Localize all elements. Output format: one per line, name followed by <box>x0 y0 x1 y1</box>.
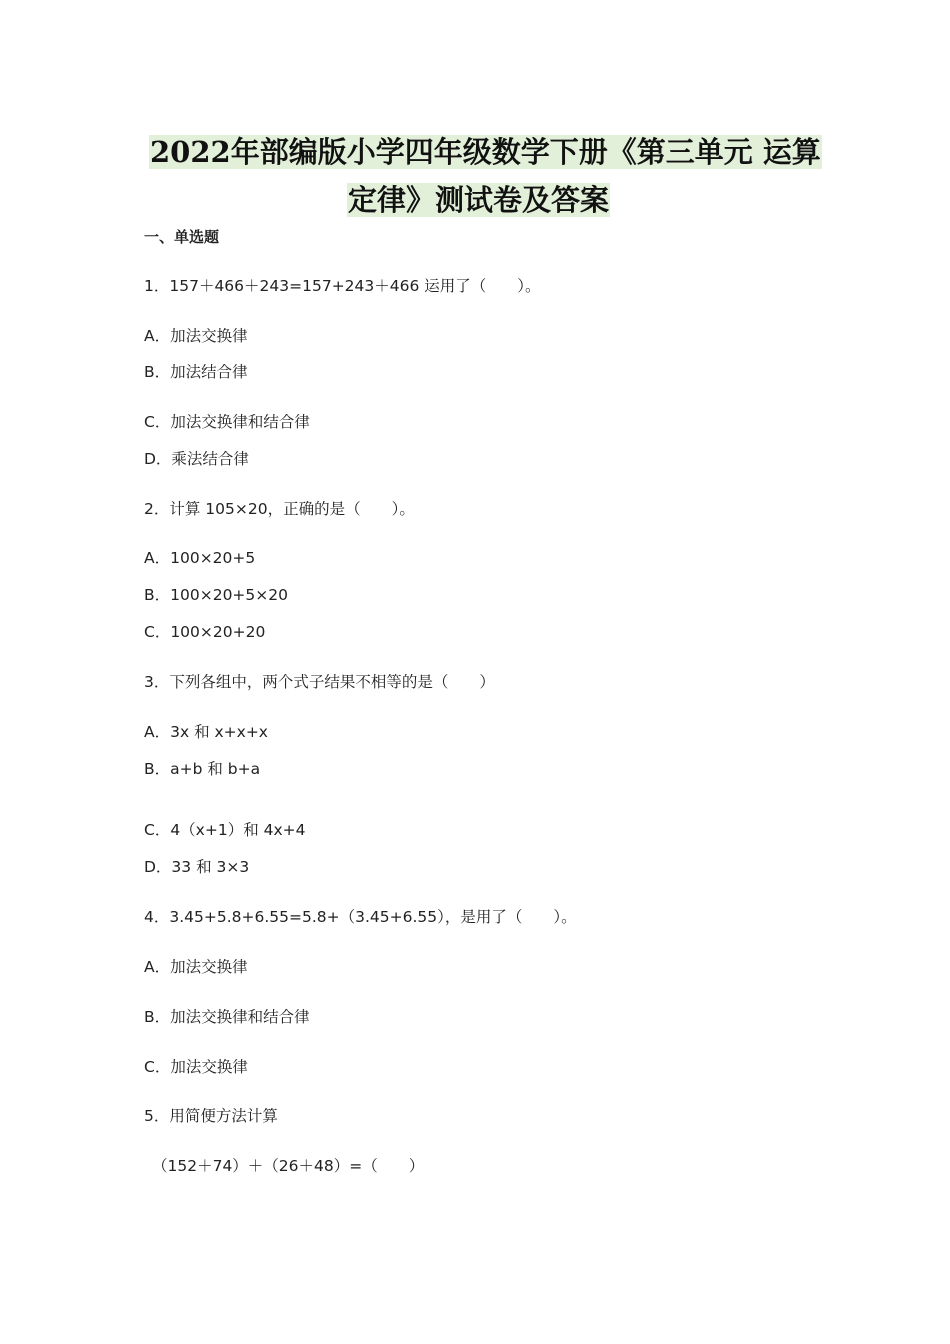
title-text-1: 2022年部编版小学四年级数学下册《第三单元 运算 <box>150 135 821 169</box>
q2-option-c: C．100×20+20 <box>144 623 266 641</box>
document-title-line-1 <box>149 133 822 171</box>
q4-option-c: C．加法交换律 <box>144 1058 248 1076</box>
q3-option-a: A．3x 和 x+x+x <box>144 723 268 741</box>
q1-option-c: C．加法交换律和结合律 <box>144 413 310 431</box>
question-1: 1．157＋466＋243=157+243＋466 运用了（ ）。 <box>144 277 541 295</box>
section-heading: 一、单选题 <box>144 228 220 246</box>
q3-option-b: B．a+b 和 b+a <box>144 760 261 778</box>
question-4: 4．3.45+5.8+6.55=5.8+（3.45+6.55），是用了（ ）。 <box>144 908 577 926</box>
document-title-line-2 <box>347 181 610 219</box>
q2-option-b: B．100×20+5×20 <box>144 586 288 604</box>
q4-option-b: B．加法交换律和结合律 <box>144 1008 310 1026</box>
question-3: 3．下列各组中，两个式子结果不相等的是（ ） <box>144 673 495 691</box>
question-2: 2．计算 105×20，正确的是（ ）。 <box>144 500 415 518</box>
q1-option-d: D．乘法结合律 <box>144 450 249 468</box>
q5-expression: （152＋74）＋（26＋48）=（ ） <box>152 1157 425 1175</box>
question-5: 5．用简便方法计算 <box>144 1107 278 1125</box>
q4-option-a: A．加法交换律 <box>144 958 248 976</box>
q3-option-d: D．33 和 3×3 <box>144 858 250 876</box>
q1-option-a: A．加法交换律 <box>144 327 248 345</box>
q2-option-a: A．100×20+5 <box>144 549 256 567</box>
q1-option-b: B．加法结合律 <box>144 363 248 381</box>
q3-option-c: C．4（x+1）和 4x+4 <box>144 821 306 839</box>
title-text-2: 定律》测试卷及答案 <box>348 183 610 217</box>
